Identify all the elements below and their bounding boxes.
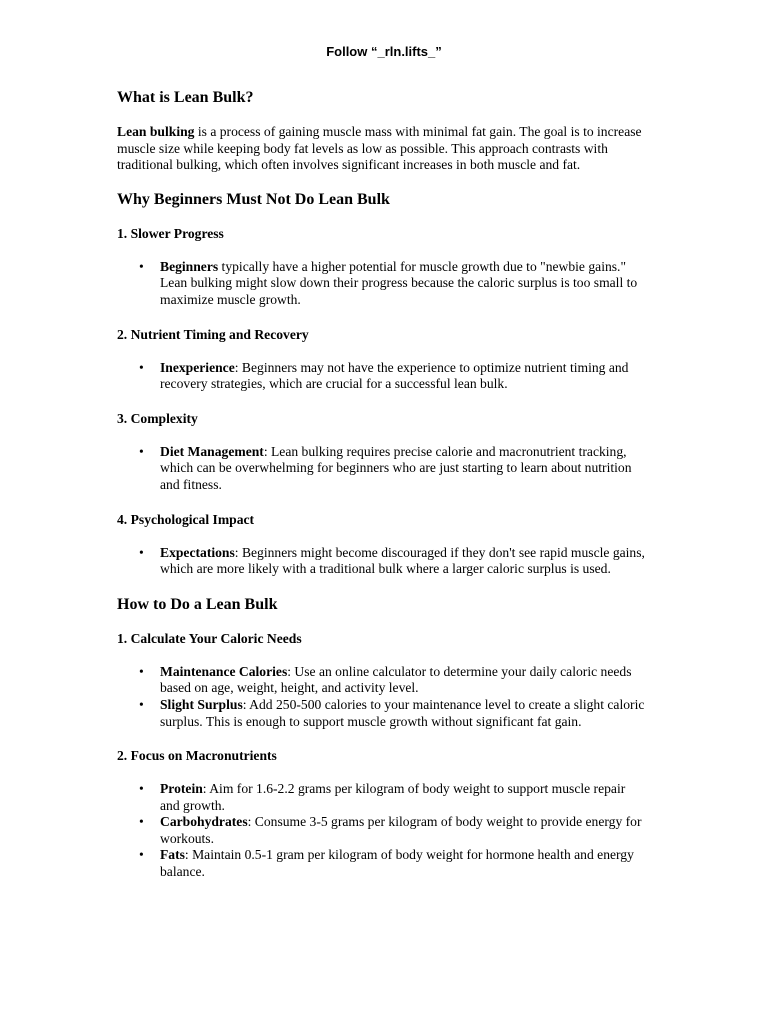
section-heading-intro: What is Lean Bulk? xyxy=(117,89,254,106)
bullet-icon: • xyxy=(139,814,144,830)
item-term: Diet Management xyxy=(160,443,264,459)
bullet-icon: • xyxy=(139,258,144,274)
list-item xyxy=(117,360,647,393)
intro-term: Lean bulking xyxy=(117,124,195,139)
bullet-icon: • xyxy=(139,663,144,679)
bullet-list xyxy=(117,781,647,881)
bullet-icon: • xyxy=(139,544,144,560)
item-term: Carbohydrates xyxy=(160,814,248,830)
document-body xyxy=(117,88,647,881)
item-term: Slight Surplus xyxy=(160,696,243,712)
bullet-icon: • xyxy=(139,443,144,459)
list-item xyxy=(117,781,647,814)
item-text: : Use an online calculator to determine your daily caloric needs based on age, weight, height, and activity level. xyxy=(160,663,632,696)
bullet-list xyxy=(117,360,647,393)
bullet-icon: • xyxy=(139,781,144,797)
subsection-title: 2. Focus on Macronutrients xyxy=(117,748,277,764)
subsection-title: 1. Slower Progress xyxy=(117,225,224,241)
intro-text: is a process of gaining muscle mass with minimal fat gain. The goal is to increase muscle size while keeping body fat levels as low as possible. This approach contrasts with traditional bulking, which often involves significant increases in both muscle and fat. xyxy=(117,124,642,173)
item-term: Inexperience xyxy=(160,359,235,375)
section-heading-how: How to Do a Lean Bulk xyxy=(117,595,278,613)
item-text: : Aim for 1.6-2.2 grams per kilogram of body weight to support muscle repair and growth. xyxy=(160,781,626,813)
bullet-list xyxy=(117,259,647,309)
list-item xyxy=(117,259,647,309)
item-text: : Maintain 0.5-1 gram per kilogram of body weight for hormone health and energy balance. xyxy=(160,847,634,880)
bullet-icon: • xyxy=(139,696,144,712)
item-term: Expectations xyxy=(160,544,235,560)
item-text: : Beginners might become discouraged if they don't see rapid muscle gains, which are more likely with a traditional bulk where a larger caloric surplus is used. xyxy=(160,544,645,577)
intro-paragraph xyxy=(117,124,647,174)
list-item xyxy=(117,814,647,847)
subsection-title: 2. Nutrient Timing and Recovery xyxy=(117,326,309,342)
bullet-list xyxy=(117,545,647,578)
bullet-list xyxy=(117,664,647,730)
item-term: Beginners xyxy=(160,258,219,274)
item-term: Fats xyxy=(160,847,185,863)
subsection-title: 4. Psychological Impact xyxy=(117,511,255,527)
item-text: : Lean bulking requires precise calorie and macronutrient tracking, which can be overwhelming for beginners who are just starting to learn about nutrition and fitness. xyxy=(160,443,632,492)
subsection-title: 1. Calculate Your Caloric Needs xyxy=(117,630,302,646)
section-heading-why: Why Beginners Must Not Do Lean Bulk xyxy=(117,190,390,208)
subsection-title: 3. Complexity xyxy=(117,410,198,426)
bullet-icon: • xyxy=(139,847,144,863)
item-term: Protein xyxy=(160,781,203,797)
list-item xyxy=(117,545,647,578)
bullet-list xyxy=(117,444,647,494)
list-item xyxy=(117,847,647,880)
item-text: : Add 250-500 calories to your maintenance level to create a slight caloric surplus. This is enough to support muscle growth without significant fat gain. xyxy=(160,696,645,729)
item-text: : Beginners may not have the experience to optimize nutrient timing and recovery strategies, which are crucial for a successful lean bulk. xyxy=(160,359,629,392)
bullet-icon: • xyxy=(139,359,144,375)
item-text: : Consume 3-5 grams per kilogram of body weight to provide energy for workouts. xyxy=(160,814,642,846)
page-header: Follow “_rln.lifts_” xyxy=(326,44,442,59)
list-item xyxy=(117,664,647,697)
item-text: typically have a higher potential for muscle growth due to "newbie gains." Lean bulking might slow down their progress because the caloric surplus is too small to maximize muscle growth. xyxy=(160,258,638,307)
list-item xyxy=(117,697,647,730)
item-term: Maintenance Calories xyxy=(160,663,288,679)
list-item xyxy=(117,444,647,494)
